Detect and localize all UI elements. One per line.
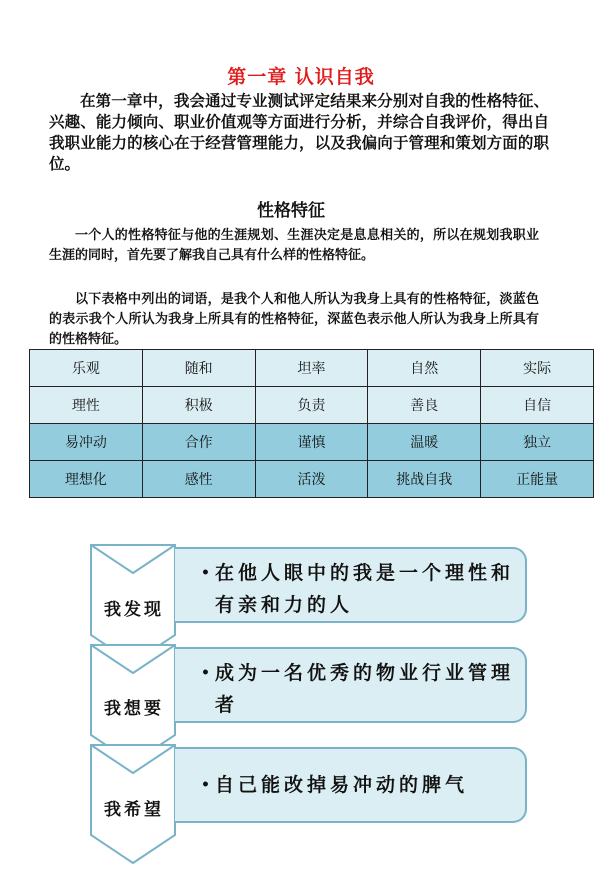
step-card [175, 547, 527, 623]
step-label: 我希望 [104, 800, 164, 820]
chapter-intro: 在第一章中，我会通过专业测试评定结果来分别对自我的性格特征、兴趣、能力倾向、职业价值观等方面进行分析，并综合自我评价，得出自我职业能力的核心在于经营管理能力，以及我偏向于管理和策划方面的职位。 [49, 91, 549, 173]
bullet-icon: • [201, 565, 214, 581]
table-cell: 温暖 [368, 424, 481, 461]
table-cell: 挑战自我 [368, 461, 481, 498]
step-text: 在他人眼中的我是一个理性和有亲和力的人 [215, 562, 515, 616]
table-cell: 理性 [30, 387, 143, 424]
table-cell: 善良 [368, 387, 481, 424]
table-cell: 正能量 [481, 461, 594, 498]
step-card [175, 747, 527, 823]
step-card [175, 647, 527, 723]
step-label: 我发现 [104, 600, 164, 620]
table-cell: 乐观 [30, 350, 143, 387]
table-cell: 坦率 [255, 350, 368, 387]
step-text: 自己能改掉易冲动的脾气 [215, 774, 469, 796]
paragraph-2: 以下表格中列出的词语，是我个人和他人所认为我身上具有的性格特征，淡蓝色的表示我个人所认为我身上所具有的性格特征，深蓝色表示他人所认为我身上所具有的性格特征。 [49, 292, 539, 347]
table-cell: 自然 [368, 350, 481, 387]
table-cell: 感性 [142, 461, 255, 498]
step-text: 成为一名优秀的物业行业管理者 [215, 662, 515, 716]
table-cell: 易冲动 [30, 424, 143, 461]
table-cell: 独立 [481, 424, 594, 461]
chapter-title: 第一章 认识自我 [227, 66, 375, 88]
table-cell: 活泼 [255, 461, 368, 498]
table-cell: 合作 [142, 424, 255, 461]
paragraph-1: 一个人的性格特征与他的生涯规划、生涯决定是息息相关的，所以在规划我职业生涯的同时，首先要了解我自己具有什么样的性格特征。 [49, 228, 539, 263]
table-cell: 理想化 [30, 461, 143, 498]
table-cell: 负责 [255, 387, 368, 424]
table-cell: 积极 [142, 387, 255, 424]
table-cell: 随和 [142, 350, 255, 387]
table-cell: 实际 [481, 350, 594, 387]
section-title: 性格特征 [257, 201, 325, 221]
step-label: 我想要 [104, 699, 164, 719]
table-cell: 自信 [481, 387, 594, 424]
table-cell: 谨慎 [255, 424, 368, 461]
bullet-icon: • [201, 665, 214, 681]
bullet-icon: • [201, 777, 214, 793]
